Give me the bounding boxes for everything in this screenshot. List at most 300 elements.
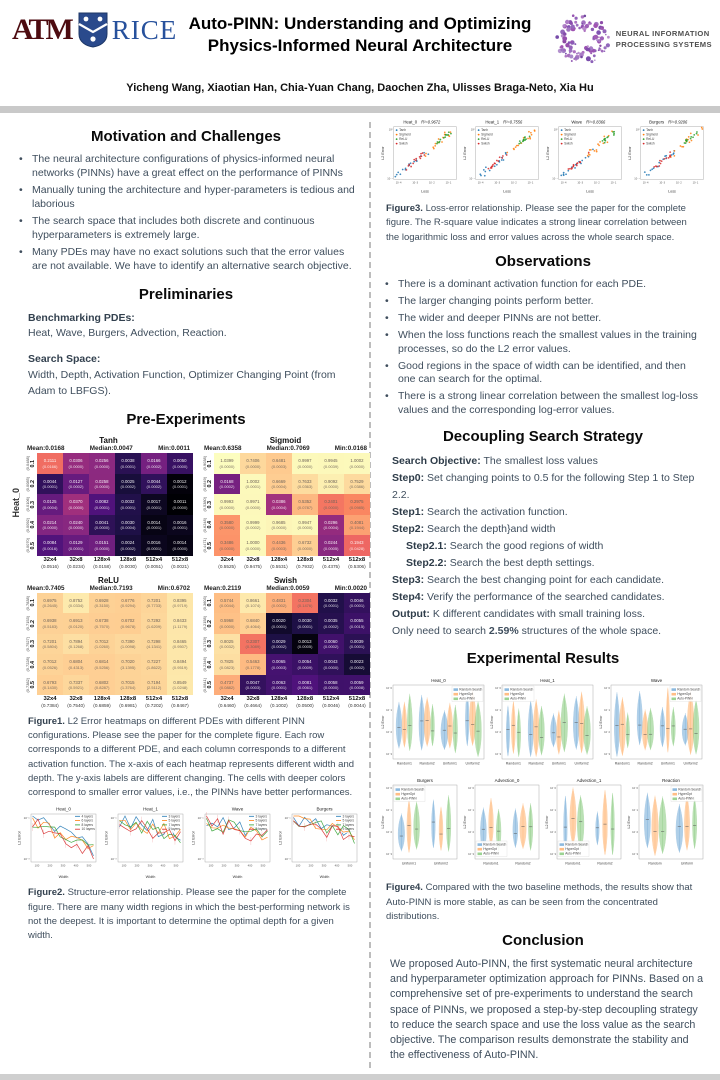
svg-text:Auto-PINN: Auto-PINN [483, 852, 499, 857]
svg-text:Wave: Wave [570, 119, 582, 125]
neurips-text-line1: NEURAL INFORMATION [615, 28, 710, 38]
heatmap-cell: 0.5744 (0.0044) [214, 593, 240, 614]
heatmap-cell: 0.7633 (0.0363) [292, 474, 318, 495]
heatmap-cell: 0.1943 (0.0428) [344, 535, 370, 556]
search-space-text: Width, Depth, Activation Function, Optimizer Changing Point (from Adam to LBFGS). [28, 368, 336, 397]
svg-text:10⁻2: 10⁻2 [593, 181, 600, 185]
svg-text:10⁻⁴: 10⁻⁴ [387, 177, 393, 181]
heatmap-cell: 0.6732 (0.0000) [292, 535, 318, 556]
strategy-steps [380, 453, 706, 640]
figure4-panel-advection_0 [462, 775, 541, 875]
heatmap-cell: 0.9947 (0.0000) [292, 515, 318, 536]
svg-text:Random1: Random1 [483, 861, 499, 866]
svg-text:Swish: Swish [399, 141, 408, 146]
heatmap-cell: 0.7201 (0.7733) [141, 593, 167, 614]
bullet-item: • The wider and deeper PINNs are not better. [394, 312, 702, 326]
svg-text:HyperOpt: HyperOpt [678, 792, 692, 797]
heatmap-cell: 0.0214 (0.0000) [37, 515, 63, 536]
results-heading: Experimental Results [466, 650, 620, 668]
heatmap-cell: 0.0151 (0.0000) [89, 535, 115, 556]
figure1-caption: Figure1. L2 Error heatmaps on different PDEs with different PINN configurations. Please see the paper for the complete figure. Each row corresponds to a different PDE, and each column corresponds to a different activation function. The x-axis of each heatmap represents different width and depth. The y-axis labels are different changing. The cells with deeper colors correspond to smaller error values, i.e., the PINNs have better performances. [28, 715, 355, 799]
heatmap-cell: 0.9685 (0.0000) [266, 515, 292, 536]
heatmap-cell: 0.0046 (0.0001) [344, 593, 370, 614]
heatmap-cell: 1.0002 (0.0000) [344, 453, 370, 474]
svg-text:10⁰: 10⁰ [553, 128, 558, 132]
svg-text:10⁰: 10⁰ [388, 128, 393, 132]
svg-text:L2 Error: L2 Error [381, 815, 385, 829]
heatmap-cell: 0.9997 (0.0000) [292, 453, 318, 474]
heatmap-cell: 0.0041 (0.0000) [89, 515, 115, 536]
preexperiments-heading: Pre-Experiments [126, 411, 246, 429]
svg-text:200: 200 [134, 863, 140, 868]
caption-prefix: Figure4. [386, 882, 423, 894]
svg-text:Advection_1: Advection_1 [576, 778, 602, 784]
strategy-step: Step2.2: Search the best depth settings. [406, 557, 595, 570]
svg-text:ReLU: ReLU [399, 137, 408, 142]
heatmap-cell: 0.8465 (0.9507) [167, 634, 193, 655]
heatmap-cell: 0.6975 (0.2645) [37, 593, 63, 614]
svg-text:Loss: Loss [667, 189, 676, 194]
svg-text:10⁻1: 10⁻1 [468, 809, 474, 813]
bullet-item: • Good regions in the space of width can be identified, and then one can search for the optimal. [394, 360, 702, 388]
heatmap-cell: 1.0399 (0.0000) [214, 453, 240, 474]
heatmap-cell: 0.0020 (0.0001) [266, 613, 292, 634]
svg-text:R²=0.9206: R²=0.9206 [667, 119, 688, 125]
svg-text:Random1: Random1 [565, 861, 581, 866]
svg-text:Uniform1: Uniform1 [551, 761, 566, 766]
svg-text:Loss: Loss [503, 189, 512, 194]
svg-text:100: 100 [121, 863, 127, 868]
svg-text:400: 400 [73, 863, 79, 868]
svg-text:Tanh: Tanh [645, 128, 653, 133]
title-line-2: Physics-Informed Neural Architecture [207, 36, 513, 56]
svg-text:Random Search: Random Search [510, 687, 534, 692]
authors-line: Yicheng Wang, Xiaotian Han, Chia-Yuan Chang, Daochen Zha, Ulisses Braga-Neto, Xia Hu [126, 82, 594, 94]
svg-text:4 layers: 4 layers [81, 814, 94, 819]
heatmap-cell: 0.0030 (0.0001) [292, 613, 318, 634]
svg-text:5 layers: 5 layers [255, 818, 268, 823]
svg-text:L2 Error: L2 Error [380, 146, 385, 160]
strategy-heading: Decoupling Search Strategy [442, 428, 644, 446]
svg-text:Sigmoid: Sigmoid [645, 132, 658, 137]
preliminaries-heading: Preliminaries [138, 285, 234, 303]
heatmap-cell: 0.8025 (0.0032) [214, 634, 240, 655]
svg-text:Uniform1: Uniform1 [442, 761, 457, 766]
heatmap-cell: 0.7012 (0.0526) [37, 654, 63, 675]
svg-text:10⁻1: 10⁻1 [386, 709, 392, 713]
svg-text:Swish: Swish [481, 141, 490, 146]
svg-text:6 layers: 6 layers [81, 818, 94, 823]
svg-text:3 layers: 3 layers [255, 814, 268, 819]
svg-text:Auto-PINN: Auto-PINN [677, 697, 693, 702]
heatmap-cell: 0.7227 (1.8622) [141, 654, 167, 675]
svg-text:Uniform1: Uniform1 [660, 761, 675, 766]
svg-text:10⁰: 10⁰ [635, 128, 640, 132]
svg-text:Heat_0: Heat_0 [431, 678, 446, 684]
figure3-panel-heat_0 [380, 116, 459, 196]
heatmap-cell: 0.0082 (0.0001) [89, 494, 115, 515]
svg-text:Width: Width [232, 875, 243, 880]
svg-text:10⁻3: 10⁻3 [632, 853, 638, 857]
svg-text:10⁻³: 10⁻³ [23, 857, 30, 862]
svg-text:10⁻⁴: 10⁻⁴ [469, 177, 475, 181]
heatmap-cell: 0.7194 (2.5112) [141, 675, 167, 696]
heatmap-cell: 0.0044 (0.0002) [141, 474, 167, 495]
svg-text:L2 Error: L2 Error [627, 815, 631, 829]
svg-text:Width: Width [145, 875, 156, 880]
heatmap-cell: 0.0023 (0.0002) [344, 654, 370, 675]
svg-text:Random Search: Random Search [483, 842, 507, 847]
heatmap-cell: 0.0016 (0.0001) [141, 535, 167, 556]
svg-text:R²=0.8366: R²=0.8366 [585, 119, 605, 125]
figure4-violin-plots [380, 675, 706, 875]
svg-text:10 layers: 10 layers [81, 827, 95, 832]
svg-text:L2 Error: L2 Error [191, 831, 196, 846]
svg-text:L2 Error: L2 Error [545, 815, 549, 829]
svg-text:10⁻3: 10⁻3 [386, 853, 392, 857]
svg-text:10⁻2: 10⁻2 [495, 731, 501, 735]
rice-logo-text: RICE [111, 14, 178, 45]
heatmap-cell: 0.7292 (1.6209) [141, 613, 167, 634]
svg-text:10⁻2: 10⁻2 [511, 181, 517, 185]
figure2-panel-heat_0 [16, 804, 100, 880]
heatmap-cell: 0.0035 (0.0002) [318, 613, 344, 634]
svg-text:300: 300 [234, 863, 240, 868]
heatmap-cell: 0.6793 (0.1430) [37, 675, 63, 696]
svg-text:Loss: Loss [585, 189, 594, 194]
heatmap-cell: 0.6804 (0.4313) [63, 654, 89, 675]
svg-text:400: 400 [334, 863, 340, 868]
svg-text:3 layers: 3 layers [342, 814, 355, 819]
bullet-item: • The search space that includes both discrete and continuous hyperparameters is extremely large. [28, 215, 358, 243]
heatmap-cell: 0.2975 (0.0985) [344, 494, 370, 515]
svg-text:7 layers: 7 layers [168, 823, 181, 828]
heatmap-cell: 0.0386 (0.0004) [266, 494, 292, 515]
heatmap-cell: 0.0127 (0.0002) [63, 474, 89, 495]
heatmap-cell: 0.0081 (0.0061) [292, 675, 318, 696]
heatmap-cell: 0.0306 (0.0000) [63, 453, 89, 474]
heatmap-panel-tanh: Tanh Mean:0.0168 Median:0.0047 Min:0.0011 (0.0488) 0.1 0.2111 (0.0166) 0.0306 (0.0000) 0.0256 (0.0000) 0.0038 (0.0001) 0.0166 (0.0002) 0.0050 (0.0000) (0.0085) 0.2 0.0044 (0.0001) 0.0127 (0.0002) 0.0258 (0.0000) 0.0025 (0.0002) 0.0044 (0.0002) 0.0012 (0.0001) (0.0106) 0.3 0.0125 (0.0004) 0.0370 (0.0000) 0.0082 (0.0001) 0.0032 (0.0001) 0.0017 (0.0001) 0.0011 (0.0000) (0.0092) 0.4 0.0214 (0.0000) 0.0240 (0.0000) 0.0041 (0.0000) 0.0030 (0.0004) 0.0014 (0.0001) 0.0016 (0.0001) (0.0070) 0.5 0.0084 (0.0016) 0.0129 (0.0001) 0.0151 (0.0000) 0.0024 (0.0002) 0.0016 (0.0001) 0.0014 (0.0000) 32x4 (0.0516) 32x8 (0.0234) 128x4 (0.0158) 128x8 (0.0030) 512x4 (0.0051) 512x8 (0.0021) [24, 436, 193, 569]
svg-text:9 layers: 9 layers [255, 827, 268, 832]
title-line-1: Auto-PINN: Understanding and Optimizing [188, 14, 532, 33]
svg-text:500: 500 [86, 863, 92, 868]
heatmap-cell: 0.5968 (0.0000) [214, 613, 240, 634]
svg-text:Swish: Swish [645, 141, 655, 146]
svg-text:Random2: Random2 [515, 861, 531, 866]
heatmap-cell: 0.6938 (0.5183) [37, 613, 63, 634]
svg-text:500: 500 [347, 863, 353, 868]
heatmap-cell: 0.7015 (1.3764) [115, 675, 141, 696]
svg-text:10⁻0: 10⁻0 [550, 787, 556, 791]
heatmap-cell: 0.0043 (0.0000) [318, 654, 344, 675]
heatmap-cell: 0.0013 (0.0005) [292, 634, 318, 655]
svg-text:Sigmoid: Sigmoid [399, 132, 411, 137]
svg-text:9 layers: 9 layers [342, 827, 355, 832]
svg-text:10⁻¹: 10⁻¹ [197, 816, 204, 821]
strategy-step: Step2.1: Search the good regions of width [406, 540, 604, 553]
heatmap-cell: 0.6776 (0.9294) [115, 593, 141, 614]
heatmap-cell: 0.0296 (0.0004) [318, 515, 344, 536]
heatmap-cell: 0.0063 (0.0001) [266, 675, 292, 696]
heatmap-cell: 0.6928 (0.3150) [89, 593, 115, 614]
heatmap-cell: 0.7825 (0.0823) [214, 654, 240, 675]
svg-text:Uniform2: Uniform2 [465, 761, 480, 766]
svg-text:Auto-PINN: Auto-PINN [401, 797, 417, 802]
heatmap-cell: 0.0244 (0.0005) [318, 535, 344, 556]
heatmap-cell: 0.0012 (0.0001) [167, 474, 193, 495]
heatmap-cell: 0.0168 (0.0002) [214, 474, 240, 495]
svg-text:L2 Error: L2 Error [278, 831, 283, 846]
heatmap-cell: 0.8752 (0.0334) [63, 593, 89, 614]
svg-text:L2 Error: L2 Error [599, 715, 603, 729]
footer-band [0, 1074, 720, 1080]
heatmap-cell: 0.9999 (0.0002) [240, 515, 266, 536]
heatmap-cell: 0.8661 (0.1074) [240, 593, 266, 614]
figure3-caption: Figure3. Loss-error relationship. Please see the paper for the complete figure. The R-square value indicates a strong linear correlation between the logarithmic loss and error values across the whole search space. [386, 203, 687, 243]
svg-text:ReLU: ReLU [481, 137, 490, 142]
svg-text:10⁻4: 10⁻4 [642, 181, 649, 185]
strategy-step: Only need to search 2.59% structures of the whole space. [392, 625, 662, 638]
svg-text:Sigmoid: Sigmoid [563, 132, 576, 137]
figure4-panel-wave [598, 675, 704, 775]
svg-text:10⁻1: 10⁻1 [632, 809, 638, 813]
svg-text:Uniform2: Uniform2 [433, 861, 449, 866]
heatmap-cell: 0.0014 (0.0000) [167, 535, 193, 556]
header-divider-band [0, 106, 720, 113]
svg-text:10⁻0: 10⁻0 [386, 687, 392, 691]
svg-text:7 layers: 7 layers [255, 823, 268, 828]
svg-text:10⁻3: 10⁻3 [576, 181, 583, 185]
heatmap-cell: 0.6802 (0.8287) [89, 675, 115, 696]
strategy-step: Search Objective: The smallest loss values [392, 455, 598, 468]
svg-text:10⁻0: 10⁻0 [468, 787, 474, 791]
figure4-panel-reaction [626, 775, 705, 875]
svg-text:ReLU: ReLU [645, 137, 655, 142]
svg-text:5 layers: 5 layers [168, 818, 181, 823]
figure3-panel-wave [545, 116, 624, 196]
observations-heading: Observations [495, 252, 591, 270]
heatmap-cell: 0.0258 (0.0000) [89, 474, 115, 495]
heatmap-cell: 0.2111 (0.0166) [37, 453, 63, 474]
observations-list [380, 278, 706, 419]
tamu-logo: ATM [12, 13, 71, 46]
heatmap-cell: 0.4831 (0.0002) [266, 593, 292, 614]
svg-text:Random Search: Random Search [677, 687, 701, 692]
heatmap-cell: 1.0000 (0.0000) [240, 535, 266, 556]
svg-text:Random Search: Random Search [459, 687, 483, 692]
svg-text:HyperOpt: HyperOpt [677, 692, 691, 697]
heatmap-cell: 0.0060 (0.0002) [318, 634, 344, 655]
heatmap-cell: 0.7298 (4.1341) [141, 634, 167, 655]
motivation-heading: Motivation and Challenges [90, 128, 282, 145]
heatmap-cell: 0.0084 (0.0016) [37, 535, 63, 556]
figure4-caption: Figure4. Compared with the two baseline methods, the results show that Auto-PINN is more stable, as can be seen from the concentrated distributions. [386, 882, 693, 922]
caption-prefix: Figure2. [28, 887, 65, 899]
svg-text:Loss: Loss [421, 189, 429, 194]
bullet-item: • The larger changing points perform better. [394, 295, 702, 309]
svg-text:HyperOpt: HyperOpt [483, 847, 497, 852]
heatmap-cell: 0.6840 (0.4064) [240, 613, 266, 634]
svg-text:Random Search: Random Search [678, 787, 702, 792]
heatmap-cell: 0.0016 (0.0001) [167, 515, 193, 536]
svg-text:L2 Error: L2 Error [17, 831, 22, 846]
rice-shield-icon [78, 12, 108, 48]
heatmap-cell: 0.0256 (0.0000) [89, 453, 115, 474]
svg-text:10⁻2: 10⁻2 [632, 831, 638, 835]
svg-text:10⁻³: 10⁻³ [284, 857, 291, 862]
heatmap-cell: 0.0058 (0.0000) [318, 675, 344, 696]
svg-text:10⁻1: 10⁻1 [527, 181, 534, 185]
svg-text:10⁻1: 10⁻1 [692, 181, 699, 185]
svg-text:Uniform1: Uniform1 [401, 861, 417, 866]
svg-text:Reaction: Reaction [662, 778, 680, 784]
motivation-list [10, 153, 362, 274]
svg-text:Uniform: Uniform [680, 861, 694, 866]
heatmap-cell: 0.2307 (0.3089) [240, 634, 266, 655]
heatmap-cell: 0.0032 (0.0001) [318, 593, 344, 614]
caption-prefix: Figure1. [28, 715, 65, 727]
heatmap-cell: 0.0014 (0.0001) [141, 515, 167, 536]
svg-text:Auto-PINN: Auto-PINN [510, 697, 526, 702]
svg-text:300: 300 [60, 863, 66, 868]
svg-text:10⁻1: 10⁻1 [386, 809, 392, 813]
benchmark-label: Benchmarking PDEs: [28, 311, 135, 324]
heatmap-cell: 0.0129 (0.0001) [63, 535, 89, 556]
heatmap-cell: 0.8433 (1.1179) [167, 613, 193, 634]
svg-text:10⁻3: 10⁻3 [386, 753, 392, 757]
figure4-panel-heat_1 [489, 675, 595, 775]
svg-text:Swish: Swish [563, 141, 573, 146]
svg-text:10⁻3: 10⁻3 [495, 753, 501, 757]
benchmark-text: Heat, Wave, Burgers, Advection, Reaction. [28, 327, 227, 340]
svg-text:10⁻0: 10⁻0 [632, 787, 638, 791]
svg-text:Random2: Random2 [528, 761, 544, 766]
svg-text:Tanh: Tanh [563, 128, 571, 133]
heatmap-cell: 0.0054 (0.0009) [292, 654, 318, 675]
heatmap-cell: 0.7894 (0.1268) [63, 634, 89, 655]
svg-text:10⁻4: 10⁻4 [395, 181, 402, 185]
svg-text:10⁻1: 10⁻1 [550, 809, 556, 813]
svg-text:10⁻2: 10⁻2 [468, 831, 474, 835]
heatmap-row-label: Heat_0 [11, 488, 21, 518]
svg-text:10⁻¹: 10⁻¹ [110, 816, 117, 821]
svg-text:10⁻2: 10⁻2 [428, 181, 435, 185]
svg-text:ReLU: ReLU [563, 137, 572, 142]
svg-text:10⁻4: 10⁻4 [477, 181, 484, 185]
svg-text:400: 400 [160, 863, 166, 868]
svg-text:HyperOpt: HyperOpt [510, 692, 524, 697]
svg-text:10⁻1: 10⁻1 [610, 181, 616, 185]
svg-text:L2 Error: L2 Error [627, 146, 632, 160]
svg-text:500: 500 [173, 863, 179, 868]
heatmap-cell: 0.3486 (0.0000) [214, 535, 240, 556]
preliminaries-block [10, 311, 362, 400]
strategy-step: Step0: Set changing points to 0.5 for the following Step 1 to Step 2.2. [392, 472, 695, 502]
figure1-heatmaps [11, 436, 367, 709]
figure3-panel-burgers [627, 116, 706, 196]
svg-text:500: 500 [260, 863, 266, 868]
heatmap-cell: 0.8395 (0.9719) [167, 593, 193, 614]
svg-text:10⁻2: 10⁻2 [550, 831, 556, 835]
svg-text:10⁻0: 10⁻0 [386, 787, 392, 791]
heatmap-cell: 0.0059 (0.0008) [344, 675, 370, 696]
svg-text:10⁻1: 10⁻1 [445, 181, 452, 185]
svg-text:400: 400 [247, 863, 253, 868]
svg-text:Auto-PINN: Auto-PINN [459, 697, 475, 702]
heatmap-cell: 0.6481 (0.0003) [266, 453, 292, 474]
svg-text:L2 Error: L2 Error [463, 146, 468, 160]
heatmap-cell: 1.0002 (0.0001) [240, 474, 266, 495]
svg-text:9 layers: 9 layers [168, 827, 181, 832]
bullet-item: • There is a strong linear correlation between the smallest log-loss values and the corresponding log-error values. [394, 390, 702, 418]
heatmap-cell: 0.4081 (0.1944) [344, 515, 370, 536]
figure3-scatter-plots [380, 116, 706, 196]
svg-text:Random2: Random2 [419, 761, 435, 766]
search-space-label: Search Space: [28, 353, 101, 366]
heatmap-cell: 0.0370 (0.0000) [63, 494, 89, 515]
svg-text:Random1: Random1 [614, 761, 630, 766]
heatmap-cell: 0.7390 (1.0098) [115, 634, 141, 655]
heatmap-cell: 0.9971 (0.0000) [240, 494, 266, 515]
svg-text:200: 200 [308, 863, 314, 868]
svg-text:8 layers: 8 layers [81, 823, 94, 828]
svg-text:10⁰: 10⁰ [470, 128, 475, 132]
figure4-panel-advection_1 [544, 775, 623, 875]
svg-text:L2 Error: L2 Error [463, 815, 467, 829]
logo-row [12, 12, 177, 48]
heatmap-cell: 0.0024 (0.0002) [115, 535, 141, 556]
svg-text:Uniform2: Uniform2 [683, 761, 698, 766]
heatmap-cell: 0.4737 (0.0882) [214, 675, 240, 696]
svg-text:10⁻⁴: 10⁻⁴ [634, 177, 640, 181]
svg-text:Heat_1: Heat_1 [485, 119, 500, 125]
svg-text:Random2: Random2 [597, 861, 613, 866]
svg-text:Burgers: Burgers [316, 806, 333, 812]
svg-text:L2 Error: L2 Error [104, 831, 109, 846]
figure4-row [380, 675, 706, 775]
heatmap-cell: 0.0240 (0.0000) [63, 515, 89, 536]
neurips-logo [554, 10, 712, 68]
svg-text:10⁻3: 10⁻3 [604, 753, 610, 757]
svg-text:HyperOpt: HyperOpt [565, 847, 579, 852]
bullet-item: • There is a dominant activation function for each PDE. [394, 278, 702, 292]
heatmap-cell: 0.6738 (0.7570) [89, 613, 115, 634]
neurips-text-line2: PROCESSING SYSTEMS [615, 40, 712, 49]
svg-text:Random Search: Random Search [565, 842, 589, 847]
svg-text:Wave: Wave [650, 678, 663, 684]
figure2-caption: Figure2. Structure-error relationship. Please see the paper for the complete figure. There are many width regions in which the best-performing network is not the deepest. It is important to determine the optimal depth for a given width. [28, 887, 350, 942]
heatmap-cell: 0.0029 (0.0002) [266, 634, 292, 655]
poster-header [0, 0, 720, 106]
heatmap-cell: 0.7020 (3.1395) [115, 654, 141, 675]
heatmap-cell: 0.7529 (0.0386) [344, 474, 370, 495]
svg-text:300: 300 [321, 863, 327, 868]
bullet-item: • Many PDEs may have no exact solutions such that the error values are not available. We have to identify an alternative search objective. [28, 246, 358, 274]
svg-text:100: 100 [295, 863, 301, 868]
heatmap-panel-sigmoid: Sigmoid Mean:0.6358 Median:0.7069 Min:0.0168 (0.9038) 0.1 1.0399 (0.0000) 0.7406 (0.0000) 0.6481 (0.0003) 0.9997 (0.0000) 0.9945 (0.0039) 1.0002 (0.0000) (0.6849) 0.2 0.0168 (0.0002) 1.0002 (0.0001) 0.6669 (0.0004) 0.7633 (0.0363) 0.9092 (0.0000) 0.7529 (0.0386) (0.5380) 0.3 0.9993 (0.0000) 0.9971 (0.0000) 0.0386 (0.0004) 0.5352 (0.0787) 0.2401 (0.0000) 0.2975 (0.0985) (0.6248) 0.4 0.3580 (0.0000) 0.9999 (0.0002) 0.9685 (0.0000) 0.9947 (0.0000) 0.0296 (0.0004) 0.4081 (0.1944) (0.4471) 0.5 0.3486 (0.0000) 1.0000 (0.0000) 0.4436 (0.0003) 0.6732 (0.0000) 0.0244 (0.0005) 0.1943 (0.0428) 32x4 (0.5525) 32x8 (0.9475) 128x4 (0.5531) 128x8 (0.7932) 512x4 (0.4375) 512x8 (0.5306) [201, 436, 370, 569]
heatmap-cell: 0.0011 (0.0000) [167, 494, 193, 515]
svg-text:HyperOpt: HyperOpt [459, 692, 473, 697]
svg-text:100: 100 [34, 863, 40, 868]
heatmap-cell: 0.0047 (0.0003) [240, 675, 266, 696]
svg-text:200: 200 [47, 863, 53, 868]
svg-text:10⁻2: 10⁻2 [386, 831, 392, 835]
svg-text:10⁻3: 10⁻3 [412, 181, 419, 185]
svg-text:3 layers: 3 layers [168, 814, 181, 819]
svg-text:10⁻3: 10⁻3 [468, 853, 474, 857]
heatmap-cell: 0.6913 (0.0120) [63, 613, 89, 634]
heatmap-cell: 0.6702 (0.9678) [115, 613, 141, 634]
